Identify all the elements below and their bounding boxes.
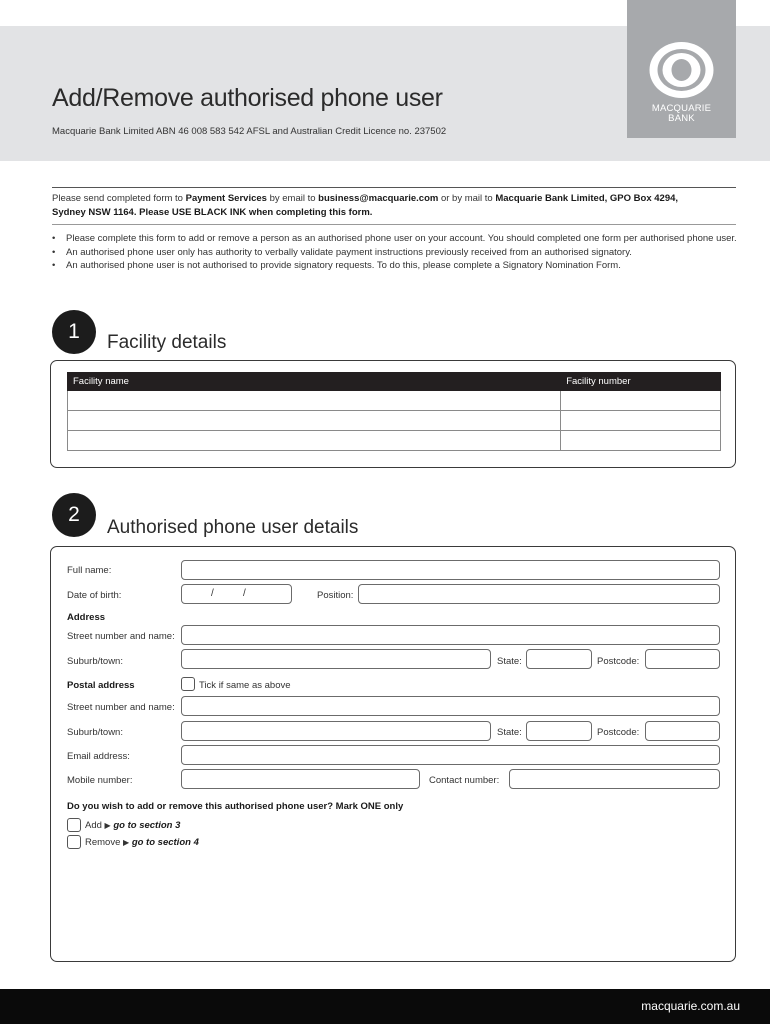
holey-dollar-icon bbox=[647, 40, 716, 100]
contact-label: Contact number: bbox=[429, 775, 500, 786]
facility-name-cell[interactable] bbox=[68, 431, 561, 451]
date-separator: / bbox=[211, 588, 214, 599]
logo-text-line2: BANK bbox=[668, 113, 695, 124]
email-label: Email address: bbox=[67, 751, 130, 762]
address-heading: Address bbox=[67, 612, 106, 623]
arrow-right-icon: ▶ bbox=[104, 821, 111, 830]
same-as-above-label: Tick if same as above bbox=[199, 680, 291, 691]
page-title: Add/Remove authorised phone user bbox=[52, 84, 443, 112]
position-label: Position: bbox=[317, 590, 354, 601]
postal-street-field[interactable] bbox=[181, 696, 720, 716]
dob-field[interactable] bbox=[181, 584, 292, 604]
suburb-label: Suburb/town: bbox=[67, 656, 123, 667]
postal-suburb-label: Suburb/town: bbox=[67, 727, 123, 738]
footer-bar bbox=[0, 989, 770, 1024]
postal-suburb-field[interactable] bbox=[181, 721, 491, 741]
facility-name-cell[interactable] bbox=[68, 391, 561, 411]
position-field[interactable] bbox=[358, 584, 720, 604]
dob-label: Date of birth: bbox=[67, 590, 122, 601]
section-2-number: 2 bbox=[52, 493, 96, 537]
postcode-field[interactable] bbox=[645, 649, 720, 669]
suburb-field[interactable] bbox=[181, 649, 491, 669]
facility-number-cell[interactable] bbox=[561, 411, 721, 431]
table-row bbox=[68, 411, 721, 431]
notes-list bbox=[52, 232, 742, 273]
section-1-title: Facility details bbox=[107, 332, 227, 353]
date-separator: / bbox=[243, 588, 246, 599]
postal-address-heading: Postal address bbox=[67, 680, 135, 691]
full-name-label: Full name: bbox=[67, 565, 112, 576]
facility-number-cell[interactable] bbox=[561, 431, 721, 451]
section-2-title: Authorised phone user details bbox=[107, 517, 359, 538]
facility-table bbox=[67, 372, 721, 451]
arrow-right-icon: ▶ bbox=[123, 838, 130, 847]
add-remove-question: Do you wish to add or remove this authorised phone user? Mark ONE only bbox=[67, 801, 404, 812]
footer-website: macquarie.com.au bbox=[641, 999, 740, 1013]
facility-number-cell[interactable] bbox=[561, 391, 721, 411]
postal-state-field[interactable] bbox=[526, 721, 592, 741]
section-1-number: 1 bbox=[52, 310, 96, 354]
state-label: State: bbox=[497, 656, 522, 667]
table-row bbox=[68, 431, 721, 451]
postal-state-label: State: bbox=[497, 727, 522, 738]
email-field[interactable] bbox=[181, 745, 720, 765]
mobile-label: Mobile number: bbox=[67, 775, 133, 786]
add-checkbox[interactable] bbox=[67, 818, 81, 832]
same-as-above-checkbox[interactable] bbox=[181, 677, 195, 691]
remove-checkbox[interactable] bbox=[67, 835, 81, 849]
column-header-facility-number: Facility number bbox=[561, 373, 721, 391]
street-field[interactable] bbox=[181, 625, 720, 645]
full-name-field[interactable] bbox=[181, 560, 720, 580]
add-option-label: Add ▶ go to section 3 bbox=[85, 820, 181, 831]
column-header-facility-name: Facility name bbox=[68, 373, 561, 391]
remove-option-label: Remove ▶ go to section 4 bbox=[85, 837, 199, 848]
instructions: Please send completed form to Payment Services by email to business@macquarie.com or by mail to Macquarie Bank Limited, GPO Box 4294, Sydney NSW 1164. Please USE BLACK INK when completing this form. bbox=[52, 193, 679, 218]
divider bbox=[52, 224, 736, 225]
postal-postcode-label: Postcode: bbox=[597, 727, 640, 738]
postcode-label: Postcode: bbox=[597, 656, 640, 667]
postal-postcode-field[interactable] bbox=[645, 721, 720, 741]
divider bbox=[52, 187, 736, 188]
list-item: • An authorised phone user only has authority to verbally validate payment instructions previously received from an authorised signatory. bbox=[52, 246, 742, 260]
list-item: • Please complete this form to add or remove a person as an authorised phone user on your account. You should completed one form per authorised phone user. bbox=[52, 232, 742, 246]
contact-field[interactable] bbox=[509, 769, 720, 789]
facility-name-cell[interactable] bbox=[68, 411, 561, 431]
postal-street-label: Street number and name: bbox=[67, 702, 175, 713]
mobile-field[interactable] bbox=[181, 769, 420, 789]
table-row bbox=[68, 391, 721, 411]
company-details: Macquarie Bank Limited ABN 46 008 583 542 AFSL and Australian Credit Licence no. 237502 bbox=[52, 126, 447, 137]
state-field[interactable] bbox=[526, 649, 592, 669]
street-label: Street number and name: bbox=[67, 631, 175, 642]
list-item: • An authorised phone user is not authorised to provide signatory requests. To do this, please complete a Signatory Nomination Form. bbox=[52, 259, 742, 273]
logo-text-line1: MACQUARIE bbox=[651, 103, 712, 114]
macquarie-logo bbox=[627, 0, 736, 138]
